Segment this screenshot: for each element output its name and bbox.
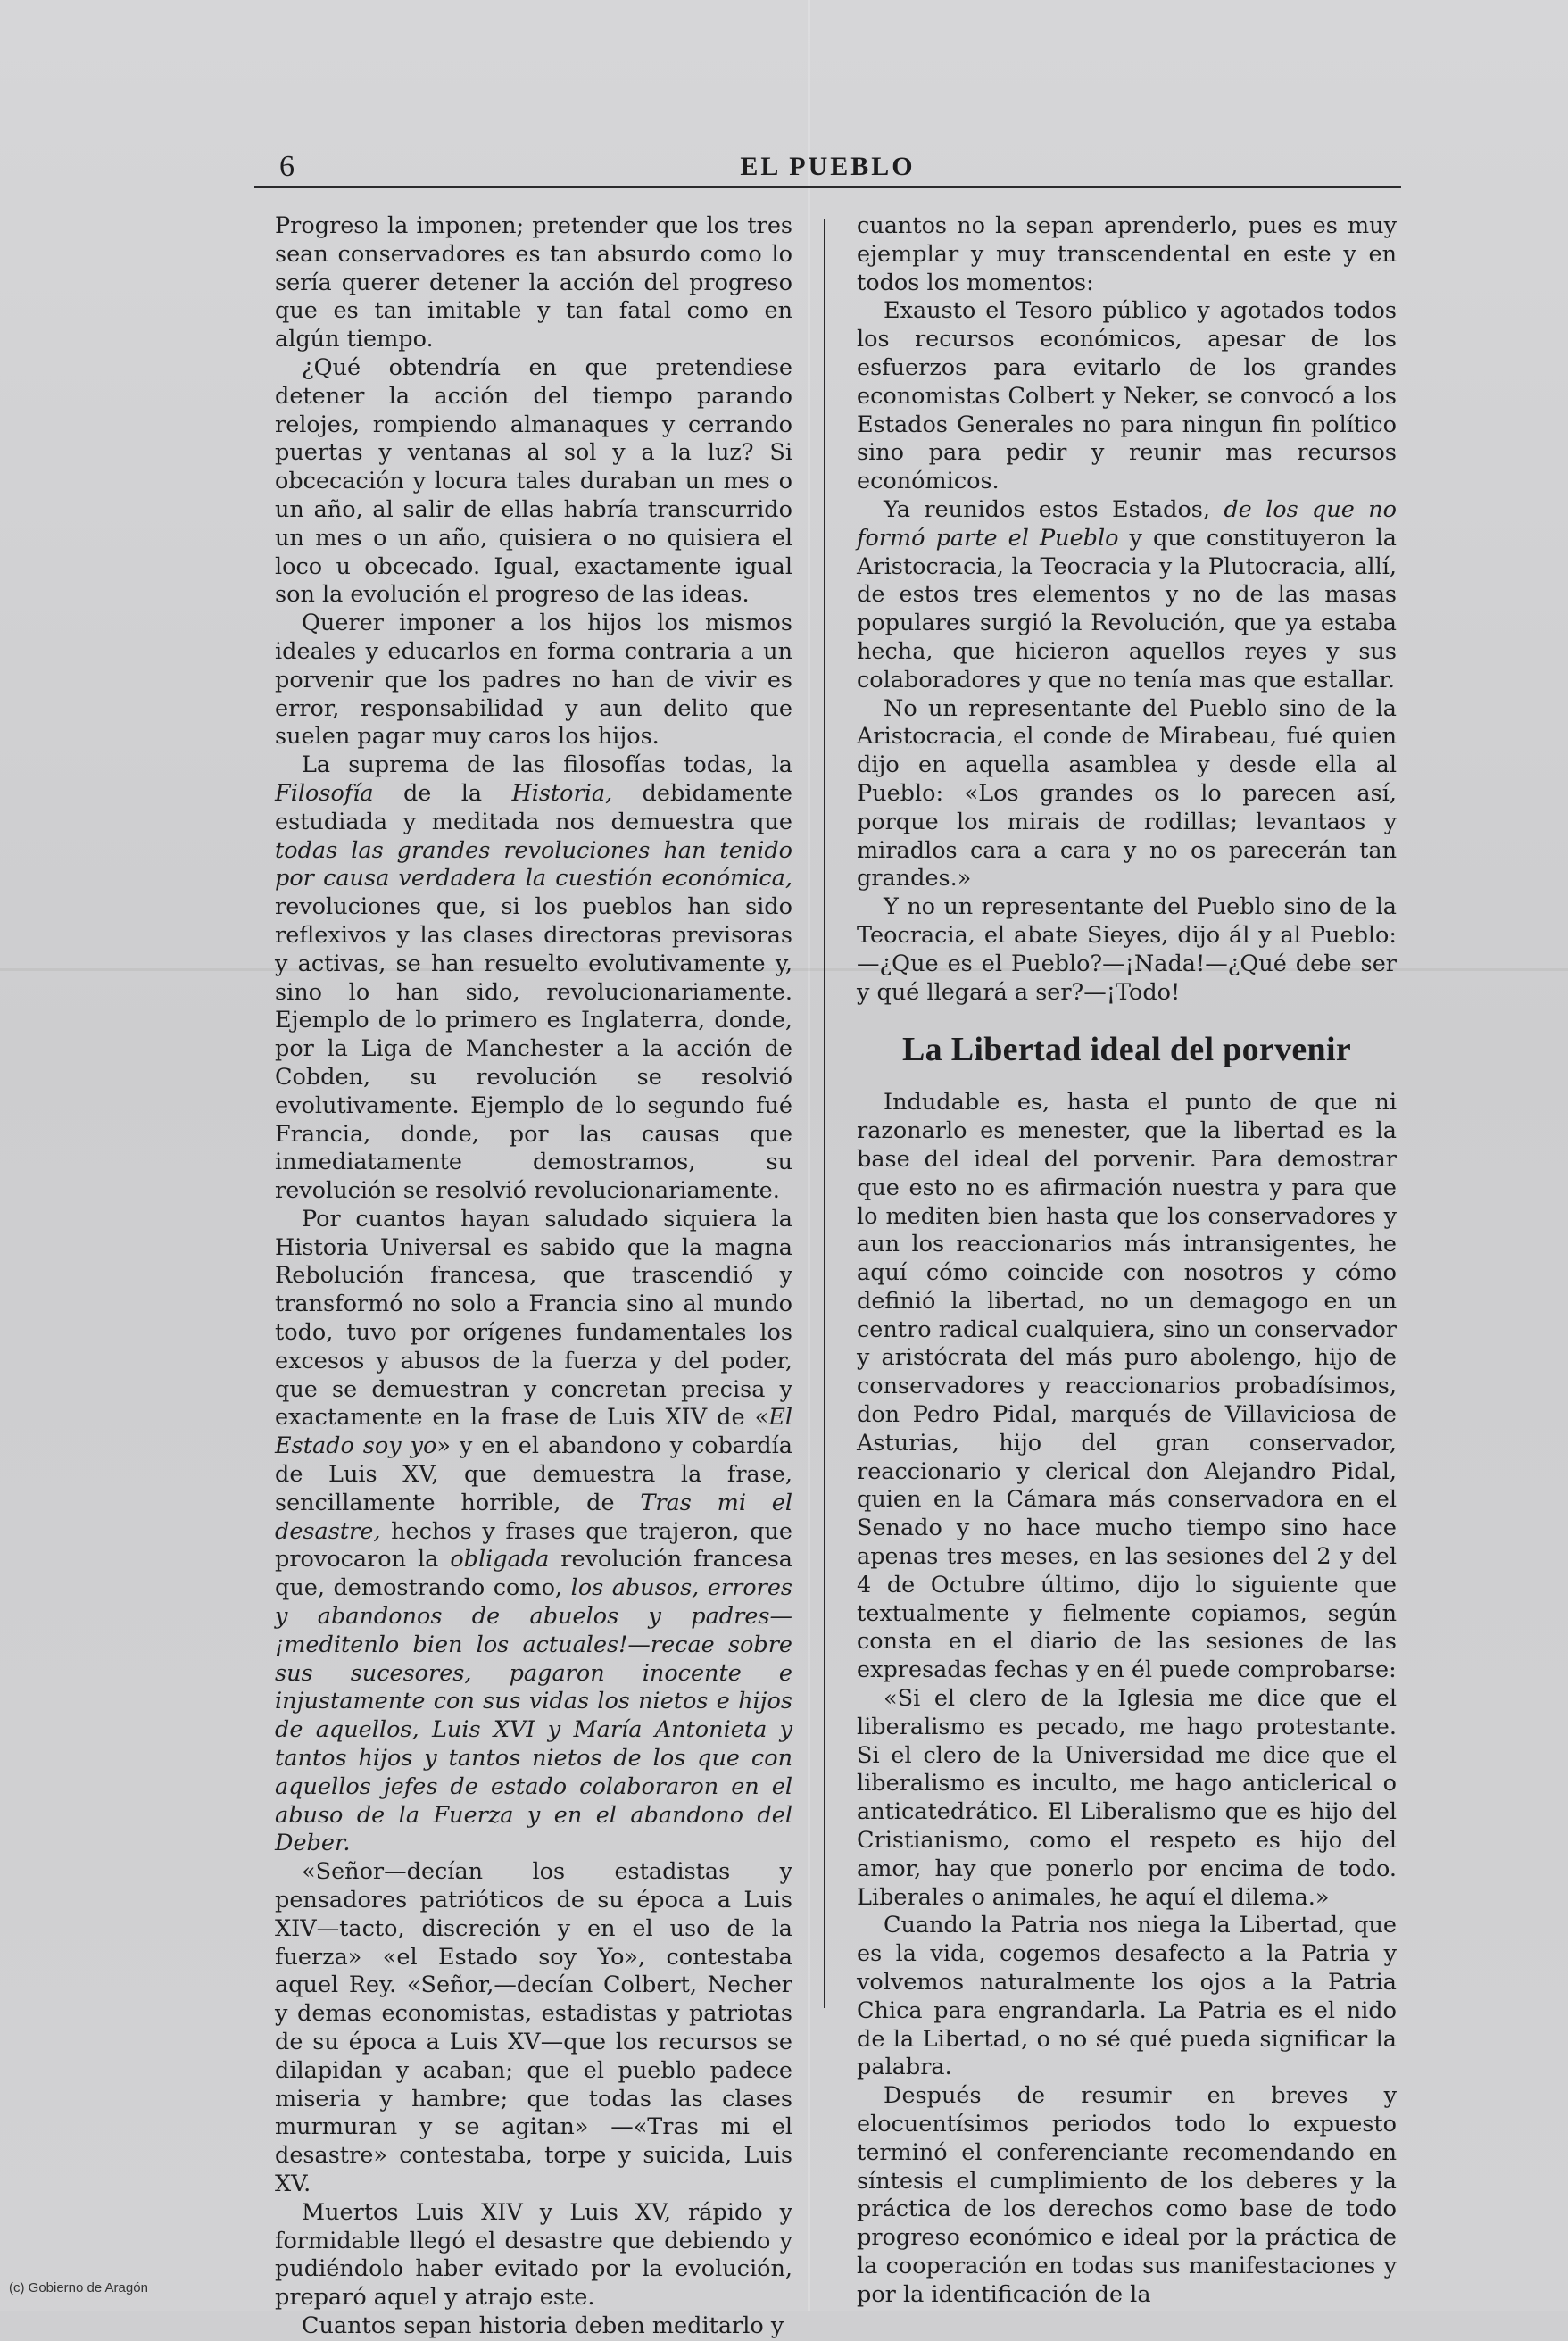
page-header xyxy=(254,143,1401,187)
page-number: 6 xyxy=(279,150,295,183)
column-rule xyxy=(824,219,825,2008)
paragraph: Exausto el Tesoro público y agotados todos los recursos económicos, apesar de los esfuerzos para evitarlo de los grandes economistas Colbert y Neker, se convocó a los Estados Generales no para ningun fin político sino para pedir y reunir mas recursos económicos. xyxy=(857,297,1397,495)
paragraph: Indudable es, hasta el punto de que ni razonarlo es menester, que la libertad es la base del ideal del porvenir. Para demostrar que esto no es afirmación nuestra y para que lo mediten bien hasta que los conservadores y aun los reaccionarios más intransigentes, he aquí cómo coincide con nosotros y cómo definió la libertad, no un demagogo en un centro radical cualquiera, sino un conservador y aristócrata del más puro abolengo, hijo de conservadores y reaccionarios probadísimos, don Pedro Pidal, marqués de Villaviciosa de Asturias, hijo del gran conservador, reaccionario y clerical don Alejandro Pidal, quien en la Cámara más conservadora en el Senado y no hace mucho tiempo sino hace apenas tres meses, en las sesiones del 2 y del 4 de Octubre último, dijo lo siguiente que textualmente y fielmente copiamos, según consta en el diario de las sesiones de las expresadas fechas y en él puede comprobarse: xyxy=(857,1089,1397,1684)
paragraph: Cuantos sepan historia deben meditarlo y xyxy=(302,2312,784,2339)
paragraph: cuantos no la sepan aprenderlo, pues es muy ejemplar y muy transcendental en este y en todos los momentos: xyxy=(857,212,1397,296)
section-title: La Libertad ideal del porvenir xyxy=(902,1031,1351,1069)
paragraph: Y no un representante del Pueblo sino de la Teocracia, el abate Sieyes, dijo ál y al Pueblo: —¿Que es el Pueblo?—¡Nada!—¿Qué debe ser y qué llegará a ser?—¡Todo! xyxy=(857,893,1397,1006)
paragraph: Cuando la Patria nos niega la Libertad, que es la vida, cogemos desafecto a la Patria y volvemos naturalmente los ojos a la Patria Chica para engrandarla. La Patria es el nido de la Libertad, o no sé qué pueda significar la palabra. xyxy=(857,1912,1397,2081)
paragraph: No un representante del Pueblo sino de la Aristocracia, el conde de Mirabeau, fué quien dijo en aquella asamblea y desde ella al Pueblo: «Los grandes os lo parecen así, porque los mirais de rodillas; levantaos y miradlos cara a cara y no os parecerán tan grandes.» xyxy=(857,694,1397,892)
masthead-title: EL PUEBLO xyxy=(740,152,916,181)
paragraph: «Si el clero de la Iglesia me dice que el liberalismo es pecado, me hago protestante. Si el clero de la Universidad me dice que el liberalismo es inculto, me hago anticlerical o anticatedrático. El Liberalismo que es hijo del Cristianismo, como el respeto es hijo del amor, hay que ponerlo por encima de todo. Liberales o animales, he aquí el dilema.» xyxy=(857,1685,1397,1911)
paper-fold-vertical xyxy=(808,0,810,2311)
right-column xyxy=(857,212,1397,2310)
paragraph: ¿Qué obtendría en que pretendiese detener la acción del tiempo parando relojes, rompiendo almanaques y cerrando puertas y ventanas al sol y a la luz? Si obcecación y locura tales duraban un mes o un año, al salir de ellas habría transcurrido un mes o un año, quisiera o no quisiera el loco u obcecado. Igual, exactamente igual son la evolución el progreso de las ideas. xyxy=(275,353,792,609)
paragraph: «Señor—decían los estadistas y pensadores patrióticos de su época a Luis XIV—tacto, discreción y en el uso de la fuerza» «el Estado soy Yo», contestaba aquel Rey. «Señor,—decían Colbert, Necher y demas economistas, estadistas y patriotas de su época a Luis XV—que los recursos se dilapidan y acaban; que el pueblo padece miseria y hambre; que todas las clases murmuran y se agitan» —«Tras mi el desastre» contestaba, torpe y suicida, Luis XV. xyxy=(275,1858,792,2197)
paragraph: Muertos Luis XIV y Luis XV, rápido y formidable llegó el desastre que debiendo y pudiéndolo haber evitado por la evolución, preparó aquel y atrajo este. xyxy=(275,2198,792,2312)
paragraph: Progreso la imponen; pretender que los tres sean conservadores es tan absurdo como lo sería querer detener la acción del progreso que es tan imitable y tan fatal como en algún tiempo. xyxy=(275,212,792,353)
header-rule xyxy=(254,186,1401,188)
paragraph: Querer imponer a los hijos los mismos ideales y educarlos en forma contraria a un porvenir que los padres no han de vivir es error, responsabilidad y aun delito que suelen pagar muy caros los hijos. xyxy=(275,610,792,751)
paragraph: Ya reunidos estos Estados, de los que no formó parte el Pueblo y que constituyeron la Aristocracia, la Teocracia y la Plutocracia, allí, de estos tres elementos y no de las masas populares surgió la Revolución, que ya estaba hecha, que hicieron aquellos reyes y sus colaboradores y que no tenía mas que estallar. xyxy=(857,495,1398,693)
paragraph: La suprema de las filosofías todas, la Filosofía de la Historia, debidamente estudiada y meditada nos demuestra que todas las grandes revoluciones han tenido por causa verdadera la cuestión económica, revoluciones que, si los pueblos han sido reflexivos y las clases directoras previsoras y activas, se han resuelto evolutivamente y, sino lo han sido, revolucionariamente. Ejemplo de lo primero es Inglaterra, donde, por la Liga de Manchester a la acción de Cobden, su revolución se resolvió evolutivamente. Ejemplo de lo segundo fué Francia, donde, por las causas que inmediatamente demostramos, su revolución se resolvió revolucionariamente. xyxy=(275,751,792,1205)
copyright-watermark: (c) Gobierno de Aragón xyxy=(9,2280,148,2295)
paragraph: Por cuantos hayan saludado siquiera la Historia Universal es sabido que la magna Rebolución francesa, que trascendió y transformó no solo a Francia sino al mundo todo, tuvo por orígenes fundamentales los excesos y abusos de la fuerza y del poder, que se demuestran y concretan precisa y exactamente en la frase de Luis XIV de «El Estado soy yo» y en el abandono y cobardía de Luis XV, que demuestra la frase, sencillamente horrible, de Tras mi el desastre, hechos y frases que trajeron, que provocaron la obligada revolución francesa que, demostrando como, los abusos, errores y abandonos de abuelos y padres—¡meditenlo bien los actuales!—recae sobre sus sucesores, pagaron inocente e injustamente con sus vidas los nietos e hijos de aquellos, Luis XVI y María Antonieta y tantos hijos y tantos nietos de los que con aquellos jefes de estado colaboraron en el abuso de la Fuerza y en el abandono del Deber. xyxy=(275,1205,793,1857)
paragraph: Después de resumir en breves y elocuentísimos periodos todo lo expuesto terminó el conferenciante recomendando en síntesis el cumplimiento de los deberes y la práctica de los derechos como base de todo progreso económico e ideal por la práctica de la cooperación en todas sus manifestaciones y por la identificación de la xyxy=(857,2082,1397,2308)
left-column xyxy=(275,212,792,2341)
